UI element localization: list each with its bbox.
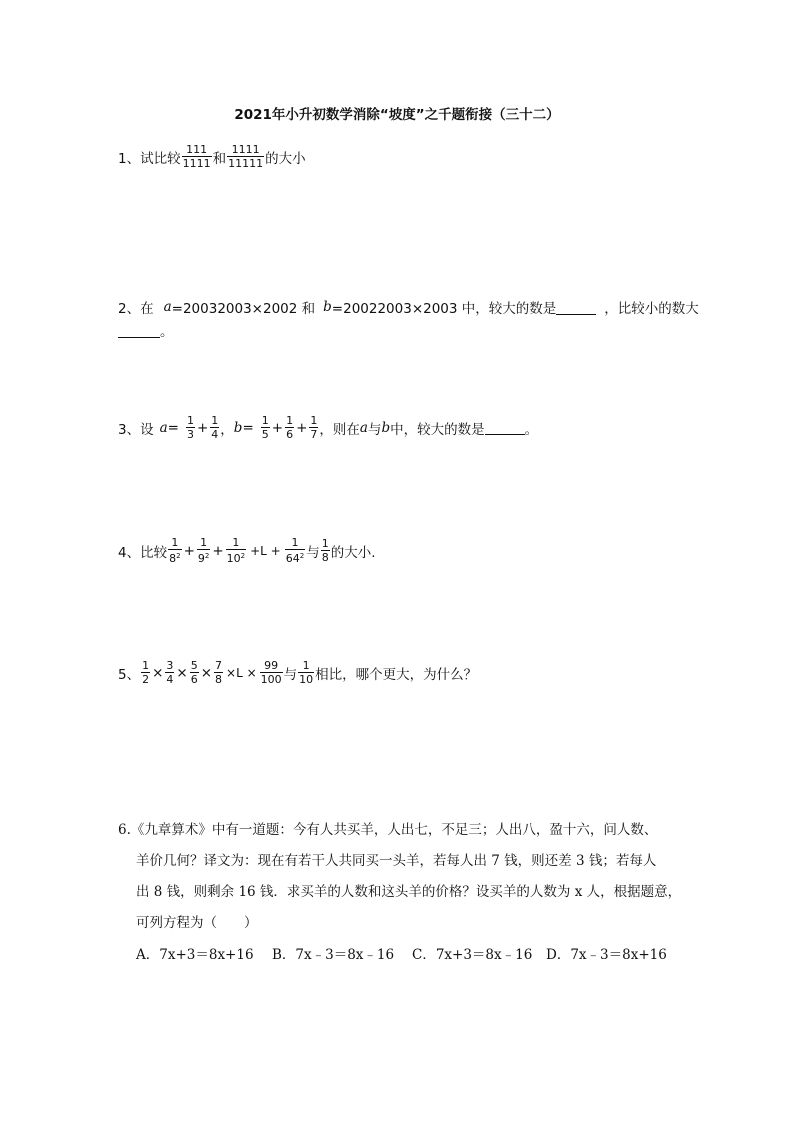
- plus-sign: +: [183, 542, 195, 559]
- q3-frac-2: [210, 414, 219, 441]
- question-2: [118, 297, 699, 317]
- q5-d4: 8: [215, 673, 223, 686]
- q3-d3: 5: [261, 428, 269, 441]
- q1-f1-numerator: 111: [186, 143, 208, 156]
- q5-frac-1: [141, 659, 150, 686]
- q4-frac-1: [168, 536, 181, 565]
- q6-option-a[interactable]: A．7x+3＝8x+16: [136, 947, 254, 963]
- times-sign: ×: [152, 664, 164, 681]
- q5-suffix: 相比，哪个更大，为什么？: [315, 666, 478, 683]
- q4-rn: 1: [321, 537, 329, 550]
- q3-frac-3: [261, 414, 270, 441]
- times-sign: ×: [200, 664, 213, 681]
- q4-rd: 8: [321, 551, 329, 564]
- q3-n2: 1: [211, 414, 219, 427]
- q4-frac-4: [285, 536, 305, 565]
- times-sign: ×: [176, 664, 188, 681]
- q3-frac-5: [309, 414, 318, 441]
- q5-n1: 1: [142, 659, 150, 672]
- q3-eq-b: =: [242, 419, 254, 436]
- q4-n1: 1: [171, 536, 179, 549]
- q4-d1: 8: [169, 552, 177, 565]
- q3-var-a: a: [159, 419, 168, 436]
- q5-frac-6: [298, 659, 314, 686]
- q3-var-b-2: b: [381, 419, 391, 436]
- q6-line-3: 出 8 钱，则剩余 16 钱．求买羊的人数和这头羊的价格？设买羊的人数为 x 人，根据题意，: [136, 884, 682, 900]
- q6-line-2: 羊价几何？译文为：现在有若干人共同买一头羊，若每人出 7 钱，则还差 3 钱；若每人: [136, 853, 657, 869]
- q4-frac-ref: [321, 537, 330, 564]
- q3-n3: 1: [261, 414, 269, 427]
- q5-n2: 3: [166, 659, 174, 672]
- q4-den-4: [285, 549, 305, 565]
- q1-mid: 和: [212, 150, 227, 167]
- q5-frac-4: [214, 659, 223, 686]
- q3-n4: 1: [286, 414, 294, 427]
- q1-prefix: 1、试比较: [118, 150, 181, 167]
- q6-line-4: 可列方程为（ ）: [136, 915, 258, 931]
- q3-frac-4: [285, 414, 294, 441]
- q5-frac-3: [190, 659, 199, 686]
- q2-var-a: a: [163, 299, 172, 315]
- q4-mid: 与: [306, 544, 320, 561]
- q3-end: 。: [524, 421, 539, 438]
- q6-option-d[interactable]: D．7x﹣3＝8x+16: [546, 947, 667, 963]
- q3-eq-a: =: [167, 419, 179, 436]
- q3-n1: 1: [186, 414, 194, 427]
- q1-f1-denominator: 1111: [182, 157, 211, 170]
- q5-ellipsis: ×L ×: [226, 665, 257, 680]
- q5-n5: 99: [264, 659, 279, 672]
- q5-prefix: 5、: [118, 666, 141, 683]
- q5-n3: 5: [190, 659, 198, 672]
- q5-d3: 6: [190, 673, 198, 686]
- q5-d2: 4: [166, 673, 174, 686]
- comma: ，: [220, 421, 234, 438]
- q4-exp3: 2: [240, 552, 246, 560]
- q3-text3: 中，较大的数是: [390, 421, 485, 438]
- q3-answer-blank[interactable]: [485, 420, 525, 435]
- q6-option-c[interactable]: C．7x+3＝8x﹣16: [412, 947, 533, 963]
- q6-option-b[interactable]: B．7x﹣3＝8x﹣16: [272, 947, 395, 963]
- q4-den-1: [168, 549, 181, 565]
- plus-sign: +: [296, 419, 308, 436]
- q4-n4: 1: [291, 536, 299, 549]
- q5-frac-5: [260, 659, 283, 686]
- q4-den-2: [197, 549, 210, 565]
- q4-exp2: 2: [204, 552, 210, 560]
- q5-d5: 100: [260, 673, 282, 686]
- q4-ellipsis: +L +: [250, 543, 281, 558]
- q3-text2: 与: [367, 421, 382, 438]
- q1-fraction-2: [227, 143, 264, 170]
- q1-f2-denominator: 11111: [228, 157, 264, 170]
- plus-sign: +: [271, 419, 284, 436]
- plus-sign: +: [196, 419, 209, 436]
- q3-var-b: b: [233, 419, 243, 436]
- page-title: 2021年小升初数学消除“坡度”之千题衔接（三十二）: [234, 107, 560, 123]
- q2-a-expr: =20032003×2002 和: [171, 301, 316, 317]
- q2-mid: ，比较小的数大: [604, 301, 699, 317]
- q3-prefix: 3、设: [118, 421, 154, 438]
- q4-n3: 1: [232, 536, 240, 549]
- q4-exp4: 2: [299, 552, 305, 560]
- q4-d2: 9: [197, 552, 205, 565]
- q1-fraction-1: [182, 143, 212, 170]
- q5-d6: 10: [299, 673, 314, 686]
- question-2-cont: [118, 320, 174, 340]
- q3-frac-1: [186, 414, 195, 441]
- q5-mid: 与: [283, 666, 298, 683]
- q5-d1: 2: [142, 673, 150, 686]
- q4-frac-2: [197, 536, 210, 565]
- q4-frac-3: [226, 536, 246, 565]
- q3-text1: ，则在: [319, 421, 360, 438]
- q4-den-3: [226, 549, 246, 565]
- q3-n5: 1: [310, 414, 318, 427]
- q1-f2-numerator: 1111: [231, 143, 260, 156]
- q2-end: 。: [160, 324, 174, 340]
- q2-answer-blank-1[interactable]: [556, 300, 596, 315]
- q4-suffix: 的大小.: [330, 544, 376, 561]
- q4-d3: 10: [226, 552, 241, 565]
- question-1: [118, 143, 306, 170]
- question-5: [118, 659, 477, 686]
- q5-frac-2: [165, 659, 174, 686]
- q3-var-a-2: a: [359, 419, 368, 436]
- q2-b-expr: =20022003×2003 中，较大的数是: [331, 301, 557, 317]
- q2-var-b: b: [323, 299, 332, 315]
- q3-d2: 4: [211, 428, 219, 441]
- q2-answer-blank-2[interactable]: [118, 323, 160, 338]
- q6-line-1: 6.《九章算术》中有一道题：今有人共买羊，人出七，不足三；人出八，盈十六，问人数、: [118, 822, 658, 838]
- q2-prefix: 2、在: [118, 301, 154, 317]
- question-4: [118, 536, 376, 565]
- plus-sign: +: [212, 542, 224, 559]
- q3-d1: 3: [186, 428, 194, 441]
- q4-exp1: 2: [176, 552, 181, 560]
- q4-n2: 1: [200, 536, 208, 549]
- q4-d4: 64: [285, 552, 300, 565]
- q1-suffix: 的大小: [265, 150, 306, 167]
- question-3: [118, 414, 538, 441]
- q5-n6: 1: [302, 659, 310, 672]
- q3-d5: 7: [310, 428, 318, 441]
- q4-prefix: 4、比较: [118, 544, 168, 561]
- q3-d4: 6: [286, 428, 294, 441]
- q5-n4: 7: [215, 659, 223, 672]
